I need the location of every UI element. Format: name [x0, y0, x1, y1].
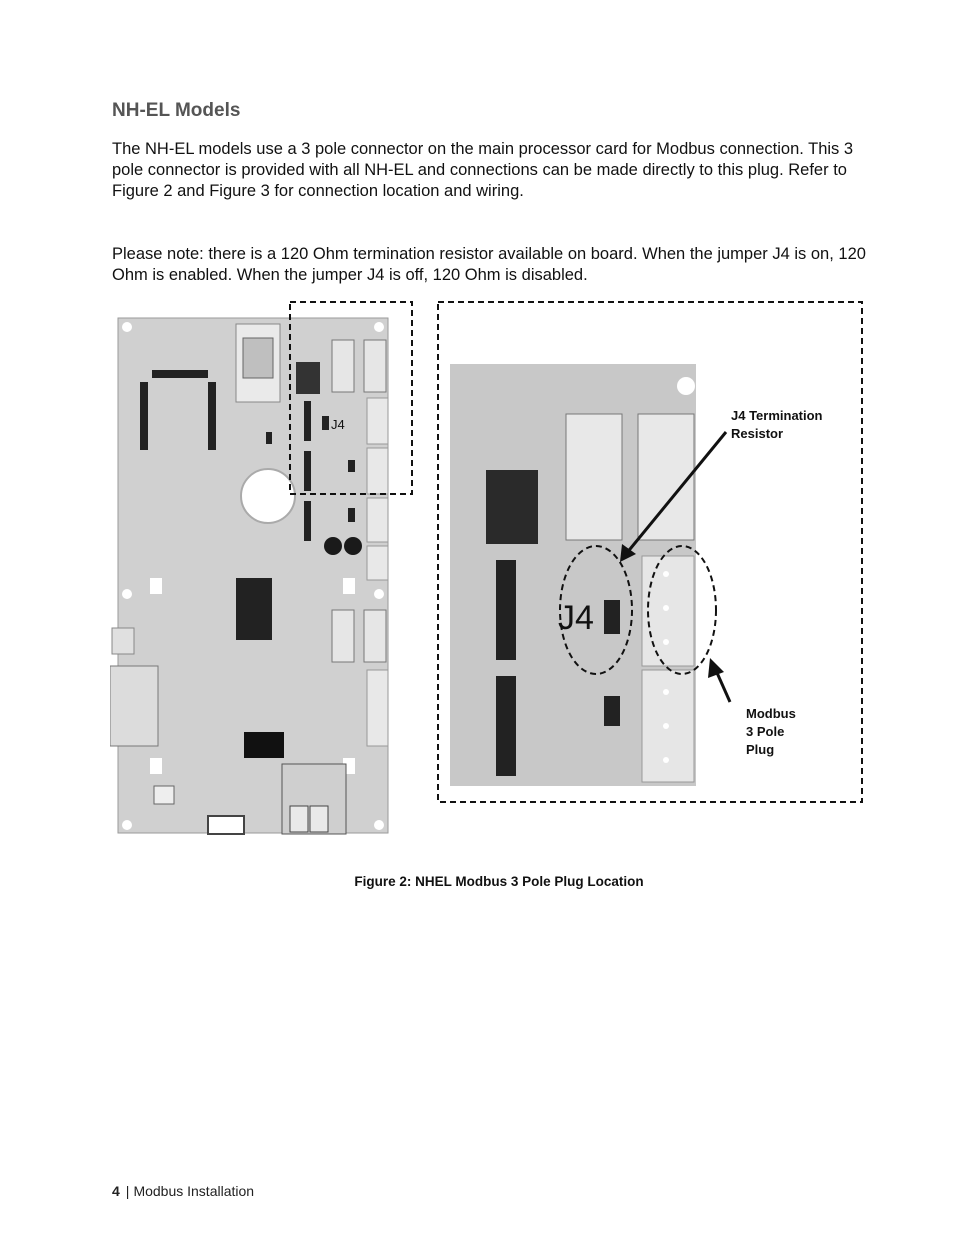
callout-termination-line1: J4 Termination: [731, 408, 823, 423]
zoom-board: [450, 364, 696, 786]
zoom-j4-label: J4: [558, 599, 594, 637]
main-board: [110, 318, 388, 834]
callout-modbus-line1: Modbus: [746, 706, 796, 721]
termination-note-paragraph: Please note: there is a 120 Ohm termination resistor available on board. When the jumper J4 is on, 120 Ohm is enabled. When the jumper J4 is off, 120 Ohm is disabled.: [112, 245, 866, 284]
figure-caption: Figure 2: NHEL Modbus 3 Pole Plug Location: [354, 874, 644, 889]
footer-section-title: Modbus Installation: [133, 1183, 255, 1199]
board-j4-label: J4: [331, 417, 345, 432]
page-footer: [112, 1183, 254, 1199]
callout-termination-line2: Resistor: [731, 426, 784, 441]
board-diagram: [110, 298, 870, 843]
section-heading: NH-EL Models: [112, 100, 241, 121]
board-figure: [110, 298, 870, 843]
callout-modbus-line3: Plug: [746, 742, 775, 757]
callout-modbus-line2: 3 Pole: [746, 724, 785, 739]
page-number: 4: [112, 1183, 120, 1199]
footer-separator: |: [125, 1183, 130, 1199]
intro-paragraph: The NH-EL models use a 3 pole connector on the main processor card for Modbus connection. This 3 pole connector is provided with all NH-EL and connections can be made directly to this plug. Refer to Figure 2 and Figure 3 for connection location and wiring.: [112, 140, 854, 200]
